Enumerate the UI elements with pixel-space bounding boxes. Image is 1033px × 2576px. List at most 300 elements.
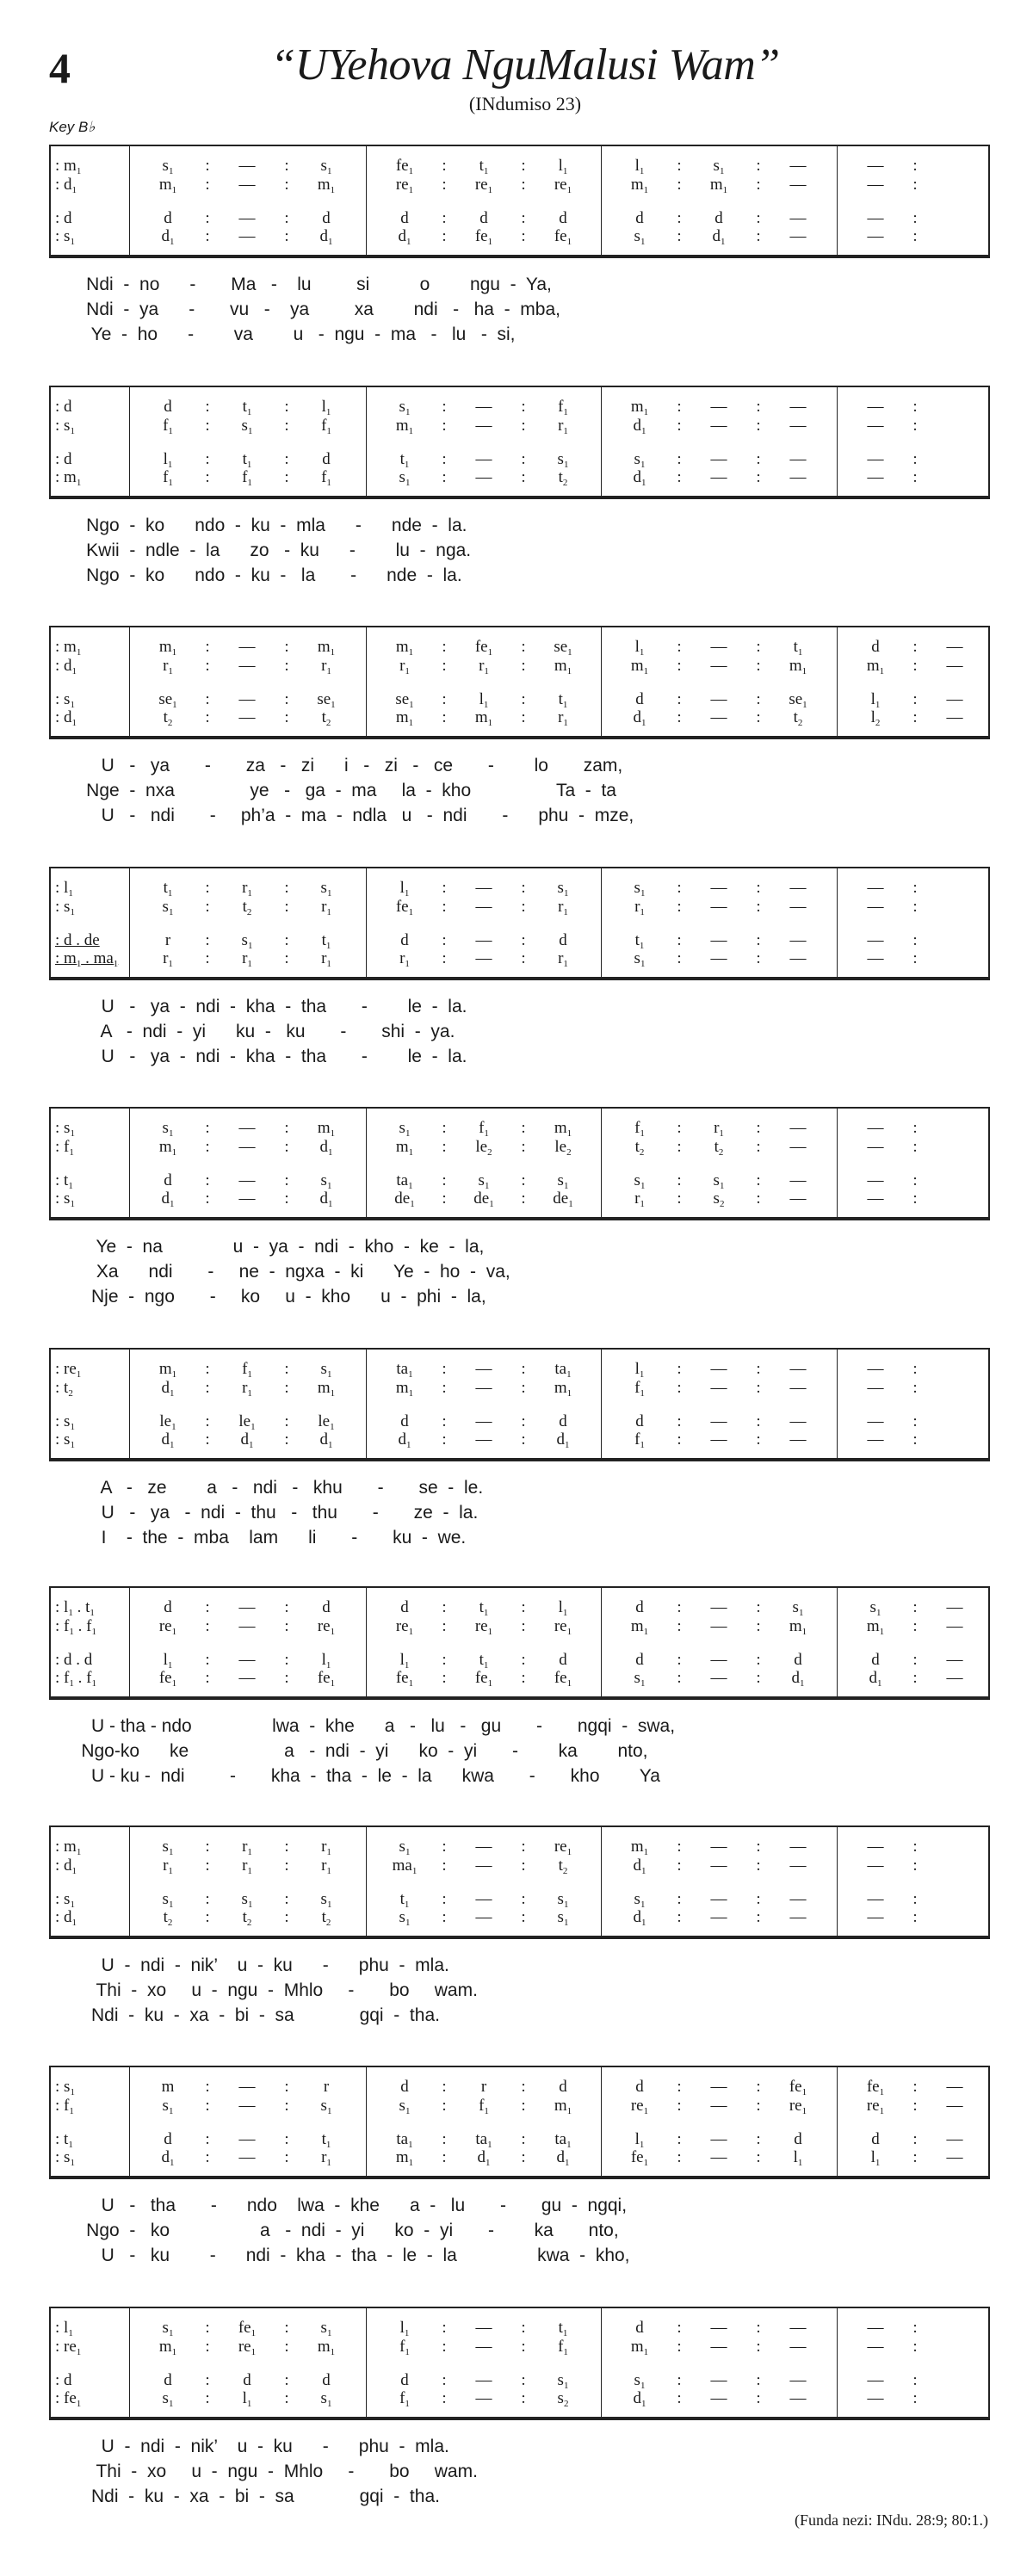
beat-separator: :: [912, 1890, 918, 1908]
beat-separator: :: [284, 708, 289, 726]
beat-separator: :: [442, 1669, 447, 1687]
measure: [366, 2130, 601, 2149]
note: $l_1$: [634, 1360, 645, 1380]
hold-mark: —: [710, 2371, 727, 2389]
note: $m_1$: [709, 176, 728, 195]
beat-separator: :: [284, 1138, 289, 1156]
beat-separator: :: [205, 1598, 210, 1616]
beat-separator: :: [677, 1598, 682, 1616]
beat-separator: :: [442, 1617, 447, 1635]
tenor-part: [51, 450, 988, 469]
music-system: [49, 145, 990, 344]
note: $r_1$: [321, 2148, 331, 2168]
measure: [366, 2371, 601, 2390]
lyric-line: U - ya - ndi - kha - tha - le - la.: [61, 997, 467, 1016]
beat-separator: :: [756, 2130, 761, 2148]
bass-part: [51, 708, 988, 727]
beat-separator: :: [912, 879, 918, 897]
lyric-line: Thi - xo u - ngu - Mhlo - bo wam.: [61, 2462, 478, 2481]
note: $s_1$: [634, 450, 646, 470]
beat-separator: :: [205, 1360, 210, 1378]
pickup-notes: : $f_1$: [55, 2097, 74, 2116]
beat-separator: :: [205, 1119, 210, 1137]
measure: [601, 468, 837, 487]
pickup-notes: : $d_1$: [55, 657, 77, 676]
beat-separator: :: [756, 638, 761, 656]
beat-separator: :: [912, 468, 918, 486]
hold-mark: —: [238, 1189, 256, 1208]
hold-mark: —: [867, 157, 884, 175]
hold-mark: —: [238, 1171, 256, 1189]
note: $m_1$: [630, 2338, 649, 2357]
hold-mark: —: [710, 2097, 727, 2115]
beat-separator: :: [521, 227, 526, 245]
note: $m_1$: [395, 417, 414, 436]
beat-separator: :: [756, 949, 761, 967]
notation-box: [49, 1586, 990, 1700]
beat-separator: :: [442, 1908, 447, 1926]
hold-mark: —: [710, 1838, 727, 1856]
note: d: [635, 2078, 644, 2096]
note: $r_1$: [321, 657, 331, 676]
hold-mark: —: [710, 931, 727, 949]
hold-mark: —: [710, 1908, 727, 1926]
beat-separator: :: [521, 1651, 526, 1669]
note: $ta_1$: [475, 2130, 492, 2150]
beat-separator: :: [912, 2389, 918, 2407]
measure: [837, 1838, 992, 1856]
tenor-part: [51, 2130, 988, 2149]
beat-separator: :: [912, 708, 918, 726]
hold-mark: —: [710, 1412, 727, 1430]
note: d: [871, 638, 880, 656]
beat-separator: :: [677, 1119, 682, 1137]
beat-separator: :: [677, 2078, 682, 2096]
note: $d_1$: [633, 1856, 646, 1876]
beat-separator: :: [284, 1838, 289, 1856]
hold-mark: —: [789, 898, 807, 916]
measure: [601, 2319, 837, 2338]
measure: [129, 1412, 366, 1431]
note: $re_1$: [317, 1617, 336, 1637]
note: $m_1$: [158, 1138, 177, 1158]
lyric-line: Ndi - no - Ma - lu si o ngu - Ya,: [61, 275, 552, 294]
measure: [366, 1890, 601, 1909]
measure: [129, 1908, 366, 1927]
beat-separator: :: [442, 2148, 447, 2166]
beat-separator: :: [677, 209, 682, 227]
measure: [601, 398, 837, 417]
note: $l_1$: [479, 690, 489, 710]
note: $d_1$: [477, 2148, 491, 2168]
lyric-line: U - ndi - nik’ u - ku - phu - mla.: [61, 2437, 449, 2456]
note: $l_1$: [793, 2148, 803, 2168]
beat-separator: :: [756, 1379, 761, 1397]
beat-separator: :: [677, 1138, 682, 1156]
note: $l_1$: [634, 638, 645, 658]
beat-separator: :: [442, 1138, 447, 1156]
beat-separator: :: [442, 2078, 447, 2096]
measure: [366, 657, 601, 676]
beat-separator: :: [521, 1189, 526, 1208]
hold-mark: —: [789, 1430, 807, 1449]
beat-separator: :: [442, 1651, 447, 1669]
note: $s_1$: [320, 879, 332, 899]
beat-separator: :: [677, 157, 682, 175]
beat-separator: :: [521, 898, 526, 916]
pickup-notes: : $m_1$: [55, 468, 82, 488]
hold-mark: —: [238, 2148, 256, 2166]
beat-separator: :: [912, 1908, 918, 1926]
note: $fe_1$: [395, 157, 414, 176]
beat-separator: :: [756, 1908, 761, 1926]
tenor-part: [51, 2371, 988, 2390]
beat-separator: :: [205, 2078, 210, 2096]
pickup-notes: : $s_1$: [55, 2148, 75, 2168]
hold-mark: —: [710, 638, 727, 656]
note: $s_1$: [241, 417, 253, 436]
hold-mark: —: [946, 2130, 963, 2148]
measure: [366, 2148, 601, 2167]
note: $f_1$: [242, 1360, 252, 1380]
note: $m_1$: [474, 708, 493, 728]
note: $l_1$: [399, 2319, 410, 2338]
measure: [837, 1651, 992, 1670]
measure: [837, 2097, 992, 2116]
beat-separator: :: [521, 708, 526, 726]
hold-mark: —: [475, 1430, 492, 1449]
note: $t_1$: [479, 157, 489, 176]
alto-part: [51, 657, 988, 676]
beat-separator: :: [521, 1360, 526, 1378]
beat-separator: :: [284, 2097, 289, 2115]
note: $fe_1$: [395, 898, 414, 917]
beat-separator: :: [521, 2130, 526, 2148]
note: $fe_1$: [474, 638, 493, 658]
notation-box: [49, 386, 990, 499]
beat-separator: :: [756, 1669, 761, 1687]
measure: [601, 1430, 837, 1449]
hold-mark: —: [710, 398, 727, 416]
note: $l_1$: [870, 690, 881, 710]
hold-mark: —: [475, 398, 492, 416]
beat-separator: :: [284, 1598, 289, 1616]
alto-part: [51, 1856, 988, 1875]
measure: [837, 879, 992, 898]
hold-mark: —: [867, 879, 884, 897]
note: d: [559, 1651, 567, 1669]
beat-separator: :: [284, 1119, 289, 1137]
alto-part: [51, 2338, 988, 2357]
hold-mark: —: [946, 2148, 963, 2166]
note: d: [559, 931, 567, 949]
hold-mark: —: [710, 1617, 727, 1635]
note: $f_1$: [634, 1430, 645, 1450]
note: $l_2$: [870, 708, 881, 728]
note: $ma_1$: [392, 1856, 418, 1876]
beat-separator: :: [756, 1651, 761, 1669]
beat-separator: :: [284, 176, 289, 194]
lyric-line: Ngo - ko ndo - ku - la - nde - la.: [61, 565, 462, 585]
beat-separator: :: [284, 450, 289, 468]
measure: [601, 1669, 837, 1688]
measure: [837, 1412, 992, 1431]
hold-mark: —: [789, 1189, 807, 1208]
beat-separator: :: [756, 227, 761, 245]
beat-separator: :: [442, 1171, 447, 1189]
note: d: [871, 1651, 880, 1669]
hold-mark: —: [789, 417, 807, 435]
note: d: [871, 2130, 880, 2148]
beat-separator: :: [756, 2078, 761, 2096]
note: $d_1$: [633, 1908, 646, 1928]
note: $r_1$: [163, 949, 173, 969]
beat-separator: :: [205, 468, 210, 486]
measure: [601, 1838, 837, 1856]
note: $fe_1$: [630, 2148, 649, 2168]
note: $f_1$: [399, 2389, 410, 2409]
beat-separator: :: [756, 1838, 761, 1856]
hold-mark: —: [789, 209, 807, 227]
hold-mark: —: [946, 708, 963, 726]
lyric-line: Thi - xo u - ngu - Mhlo - bo wam.: [61, 1980, 478, 2000]
measure: [366, 638, 601, 657]
beat-separator: :: [912, 2319, 918, 2337]
beat-separator: :: [521, 450, 526, 468]
beat-separator: :: [205, 879, 210, 897]
measure: [366, 1412, 601, 1431]
lyric-line: U - ya - ndi - kha - tha - le - la.: [61, 1047, 467, 1066]
beat-separator: :: [756, 2148, 761, 2166]
measure: [601, 2338, 837, 2357]
beat-separator: :: [284, 931, 289, 949]
measure: [129, 1669, 366, 1688]
note: $fe_1$: [158, 1669, 177, 1689]
lyric-line: Ye - na u - ya - ndi - kho - ke - la,: [61, 1237, 485, 1257]
measure: [601, 1617, 837, 1636]
pickup-notes: : $m_1$: [55, 638, 82, 658]
beat-separator: :: [677, 638, 682, 656]
beat-separator: :: [205, 209, 210, 227]
hold-mark: —: [710, 1856, 727, 1875]
note: d: [400, 2371, 409, 2389]
beat-separator: :: [677, 1617, 682, 1635]
note: $de_1$: [473, 1189, 494, 1209]
beat-separator: :: [756, 1171, 761, 1189]
beat-separator: :: [205, 1890, 210, 1908]
beat-separator: :: [677, 2338, 682, 2356]
pickup-notes: : d: [55, 2371, 72, 2389]
measure: [601, 2148, 837, 2167]
note: $r_1$: [558, 708, 568, 728]
note: $s_1$: [320, 157, 332, 176]
beat-separator: :: [205, 1617, 210, 1635]
beat-separator: :: [284, 417, 289, 435]
lyric-line: U - tha - ndo lwa - khe a - lu - gu - ngqi,: [61, 2196, 628, 2215]
hold-mark: —: [475, 949, 492, 967]
note: $s_1$: [792, 1598, 804, 1618]
note: $s_1$: [162, 2097, 174, 2116]
beat-separator: :: [442, 398, 447, 416]
lyric-line: Kwii - ndle - la zo - ku - lu - nga.: [61, 541, 472, 560]
beat-separator: :: [756, 2371, 761, 2389]
beat-separator: :: [912, 209, 918, 227]
alto-part: [51, 1617, 988, 1636]
measure: [366, 2078, 601, 2097]
note: d: [635, 690, 644, 708]
pickup-notes: : $s_1$: [55, 1412, 75, 1432]
pickup-notes: : $d_1$: [55, 708, 77, 728]
hold-mark: —: [238, 657, 256, 675]
hold-mark: —: [710, 1890, 727, 1908]
beat-separator: :: [677, 657, 682, 675]
hold-mark: —: [475, 450, 492, 468]
measure: [837, 2319, 992, 2338]
measure: [837, 1171, 992, 1190]
beat-separator: :: [677, 468, 682, 486]
note: $s_1$: [557, 1890, 569, 1910]
hold-mark: —: [867, 176, 884, 194]
beat-separator: :: [912, 1138, 918, 1156]
hold-mark: —: [867, 1171, 884, 1189]
measure: [601, 2130, 837, 2149]
measure: [366, 450, 601, 469]
beat-separator: :: [521, 1412, 526, 1430]
note: $d_1$: [556, 2148, 570, 2168]
measure: [837, 690, 992, 709]
note: $m_1$: [158, 1360, 177, 1380]
note: $t_2$: [714, 1138, 724, 1158]
note: $fe_1$: [238, 2319, 257, 2338]
beat-separator: :: [284, 1856, 289, 1875]
beat-separator: :: [677, 708, 682, 726]
note: $s_1$: [320, 2319, 332, 2338]
bass-part: [51, 949, 988, 968]
tenor-part: [51, 209, 988, 228]
measure: [837, 949, 992, 968]
lyric-line: Ngo - ko ndo - ku - mla - nde - la.: [61, 516, 467, 535]
notation-box: [49, 1825, 990, 1939]
measure: [366, 1171, 601, 1190]
note: $d_1$: [712, 227, 726, 247]
pickup-notes: : $re_1$: [55, 1360, 82, 1380]
soprano-part: [51, 638, 988, 657]
note: $t_1$: [634, 931, 645, 951]
beat-separator: :: [205, 1430, 210, 1449]
soprano-part: [51, 398, 988, 417]
note: $d_1$: [161, 227, 175, 247]
beat-separator: :: [521, 1430, 526, 1449]
note: $m_1$: [395, 638, 414, 658]
beat-separator: :: [521, 2097, 526, 2115]
beat-separator: :: [442, 468, 447, 486]
note: $r_1$: [163, 1856, 173, 1876]
tenor-part: [51, 1890, 988, 1909]
hold-mark: —: [789, 1171, 807, 1189]
note: $t_2$: [163, 708, 173, 728]
measure: [366, 2338, 601, 2357]
note: $t_1$: [321, 2130, 331, 2150]
measure: [129, 176, 366, 195]
beat-separator: :: [442, 638, 447, 656]
pickup-notes: : d: [55, 450, 72, 468]
pickup-notes: : $l_1$: [55, 879, 73, 899]
beat-separator: :: [521, 1890, 526, 1908]
measure: [366, 1856, 601, 1875]
beat-separator: :: [205, 638, 210, 656]
measure: [601, 1171, 837, 1190]
note: $m_1$: [630, 657, 649, 676]
tenor-part: [51, 931, 988, 950]
hold-mark: —: [867, 227, 884, 245]
pickup-notes: : $re_1$: [55, 2338, 82, 2357]
lyric-line: Nge - nxa ye - ga - ma la - kho Ta - ta: [61, 781, 616, 800]
note: $t_1$: [399, 1890, 410, 1910]
tenor-part: [51, 1651, 988, 1670]
hold-mark: —: [238, 157, 256, 175]
beat-separator: :: [284, 2389, 289, 2407]
beat-separator: :: [677, 417, 682, 435]
beat-separator: :: [912, 2148, 918, 2166]
measure: [129, 1856, 366, 1875]
alto-part: [51, 1379, 988, 1398]
beat-separator: :: [284, 1651, 289, 1669]
beat-separator: :: [284, 1412, 289, 1430]
note: d: [164, 1598, 172, 1616]
beat-separator: :: [442, 690, 447, 708]
pickup-notes: : d: [55, 209, 72, 227]
beat-separator: :: [912, 2078, 918, 2096]
measure: [129, 2389, 366, 2408]
note: $re_1$: [395, 1617, 414, 1637]
hold-mark: —: [867, 1430, 884, 1449]
hold-mark: —: [867, 1838, 884, 1856]
beat-separator: :: [442, 2389, 447, 2407]
beat-separator: :: [442, 1412, 447, 1430]
note: $f_1$: [634, 1119, 645, 1139]
note: $l_1$: [558, 157, 568, 176]
bass-part: [51, 1430, 988, 1449]
note: $s_1$: [162, 1119, 174, 1139]
hold-mark: —: [710, 2148, 727, 2166]
beat-separator: :: [677, 450, 682, 468]
measure: [601, 1856, 837, 1875]
measure: [837, 2130, 992, 2149]
beat-separator: :: [912, 931, 918, 949]
hold-mark: —: [710, 2319, 727, 2337]
note: d: [714, 209, 723, 227]
note: $d_1$: [633, 708, 646, 728]
bass-part: [51, 1908, 988, 1927]
hold-mark: —: [867, 468, 884, 486]
note: $d_1$: [398, 1430, 411, 1450]
measure: [601, 209, 837, 228]
note: $s_1$: [399, 1908, 411, 1928]
beat-separator: :: [205, 1651, 210, 1669]
measure: [366, 1430, 601, 1449]
note: $l_1$: [558, 1598, 568, 1618]
beat-separator: :: [442, 450, 447, 468]
note: $s_1$: [869, 1598, 881, 1618]
measure: [601, 638, 837, 657]
note: $s_1$: [399, 2097, 411, 2116]
measure: [601, 157, 837, 176]
pickup-notes: : $m_1$: [55, 157, 82, 176]
hold-mark: —: [867, 2389, 884, 2407]
beat-separator: :: [677, 2130, 682, 2148]
soprano-part: [51, 879, 988, 898]
note: $t_1$: [558, 2319, 568, 2338]
